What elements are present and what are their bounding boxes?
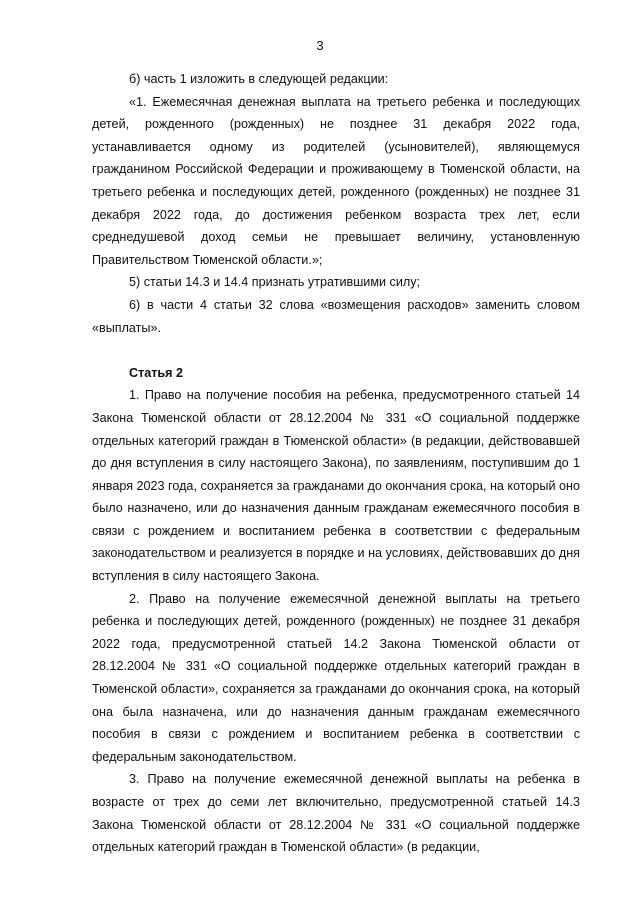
paragraph-amendment-6: 6) в части 4 статьи 32 слова «возмещения расходов» заменить словом «выплаты».: [92, 297, 580, 335]
paragraph-article2-clause1: 1. Право на получение пособия на ребенка, предусмотренного статьей 14 Закона Тюменской области от 28.12.2004 № 331 «О социальной поддержке отдельных категорий граждан в Тюменской области» (в редакции, действовавшей до дня вступления в силу настоящего Закона), по заявлениям, поступившим до 1 января 2023 года, сохраняется за гражданами до окончания срока, на который оно было назначено, или до назначения данным гражданам ежемесячного пособия в связи с рождением и воспитанием ребенка в соответствии с федеральным законодательством и реализуется в порядке и на условиях, действовавших до дня вступления в силу настоящего Закона.: [92, 388, 580, 584]
paragraph-amendment-5: 5) статьи 14.3 и 14.4 признать утратившими силу;: [129, 275, 421, 290]
paragraph-article2-clause2: 2. Право на получение ежемесячной денежной выплаты на третьего ребенка и последующих детей, рожденного (рожденных) не позднее 31 декабря 2022 года, предусмотренной статьей 14.2 Закона Тюменской области от 28.12.2004 № 331 «О социальной поддержке отдельных категорий граждан в Тюменской области», сохраняется за гражданами до окончания срока, на который она была назначена, или до назначения данным гражданам ежемесячного пособия в связи с рождением и воспитанием ребенка в соответствии с федеральным законодательством.: [92, 591, 580, 764]
paragraph-amendment-b: б) часть 1 изложить в следующей редакции:: [129, 72, 389, 86]
document-body: [92, 68, 580, 859]
paragraph-amended-part-1: «1. Ежемесячная денежная выплата на третьего ребенка и последующих детей, рожденного (рожденных) не позднее 31 декабря 2022 года, устанавливается одному из родителей (усыновителей), являющемуся гражданином Российской Федерации и проживающему в Тюменской области, на третьего ребенка и последующих детей, рожденного (рожденных) не позднее 31 декабря 2022 года, до достижения ребенком возраста трех лет, если среднедушевой доход семьи не превышает величину, установленную Правительством Тюменской области.»;: [92, 94, 580, 267]
paragraph-article2-clause3: 3. Право на получение ежемесячной денежной выплаты на ребенка в возрасте от трех до семи лет включительно, предусмотренной статьей 14.3 Закона Тюменской области от 28.12.2004 № 331 «О социальной поддержке отдельных категорий граждан в Тюменской области» (в редакции,: [92, 772, 580, 855]
article-heading: Статья 2: [129, 365, 184, 380]
page-number: 3: [316, 38, 324, 53]
